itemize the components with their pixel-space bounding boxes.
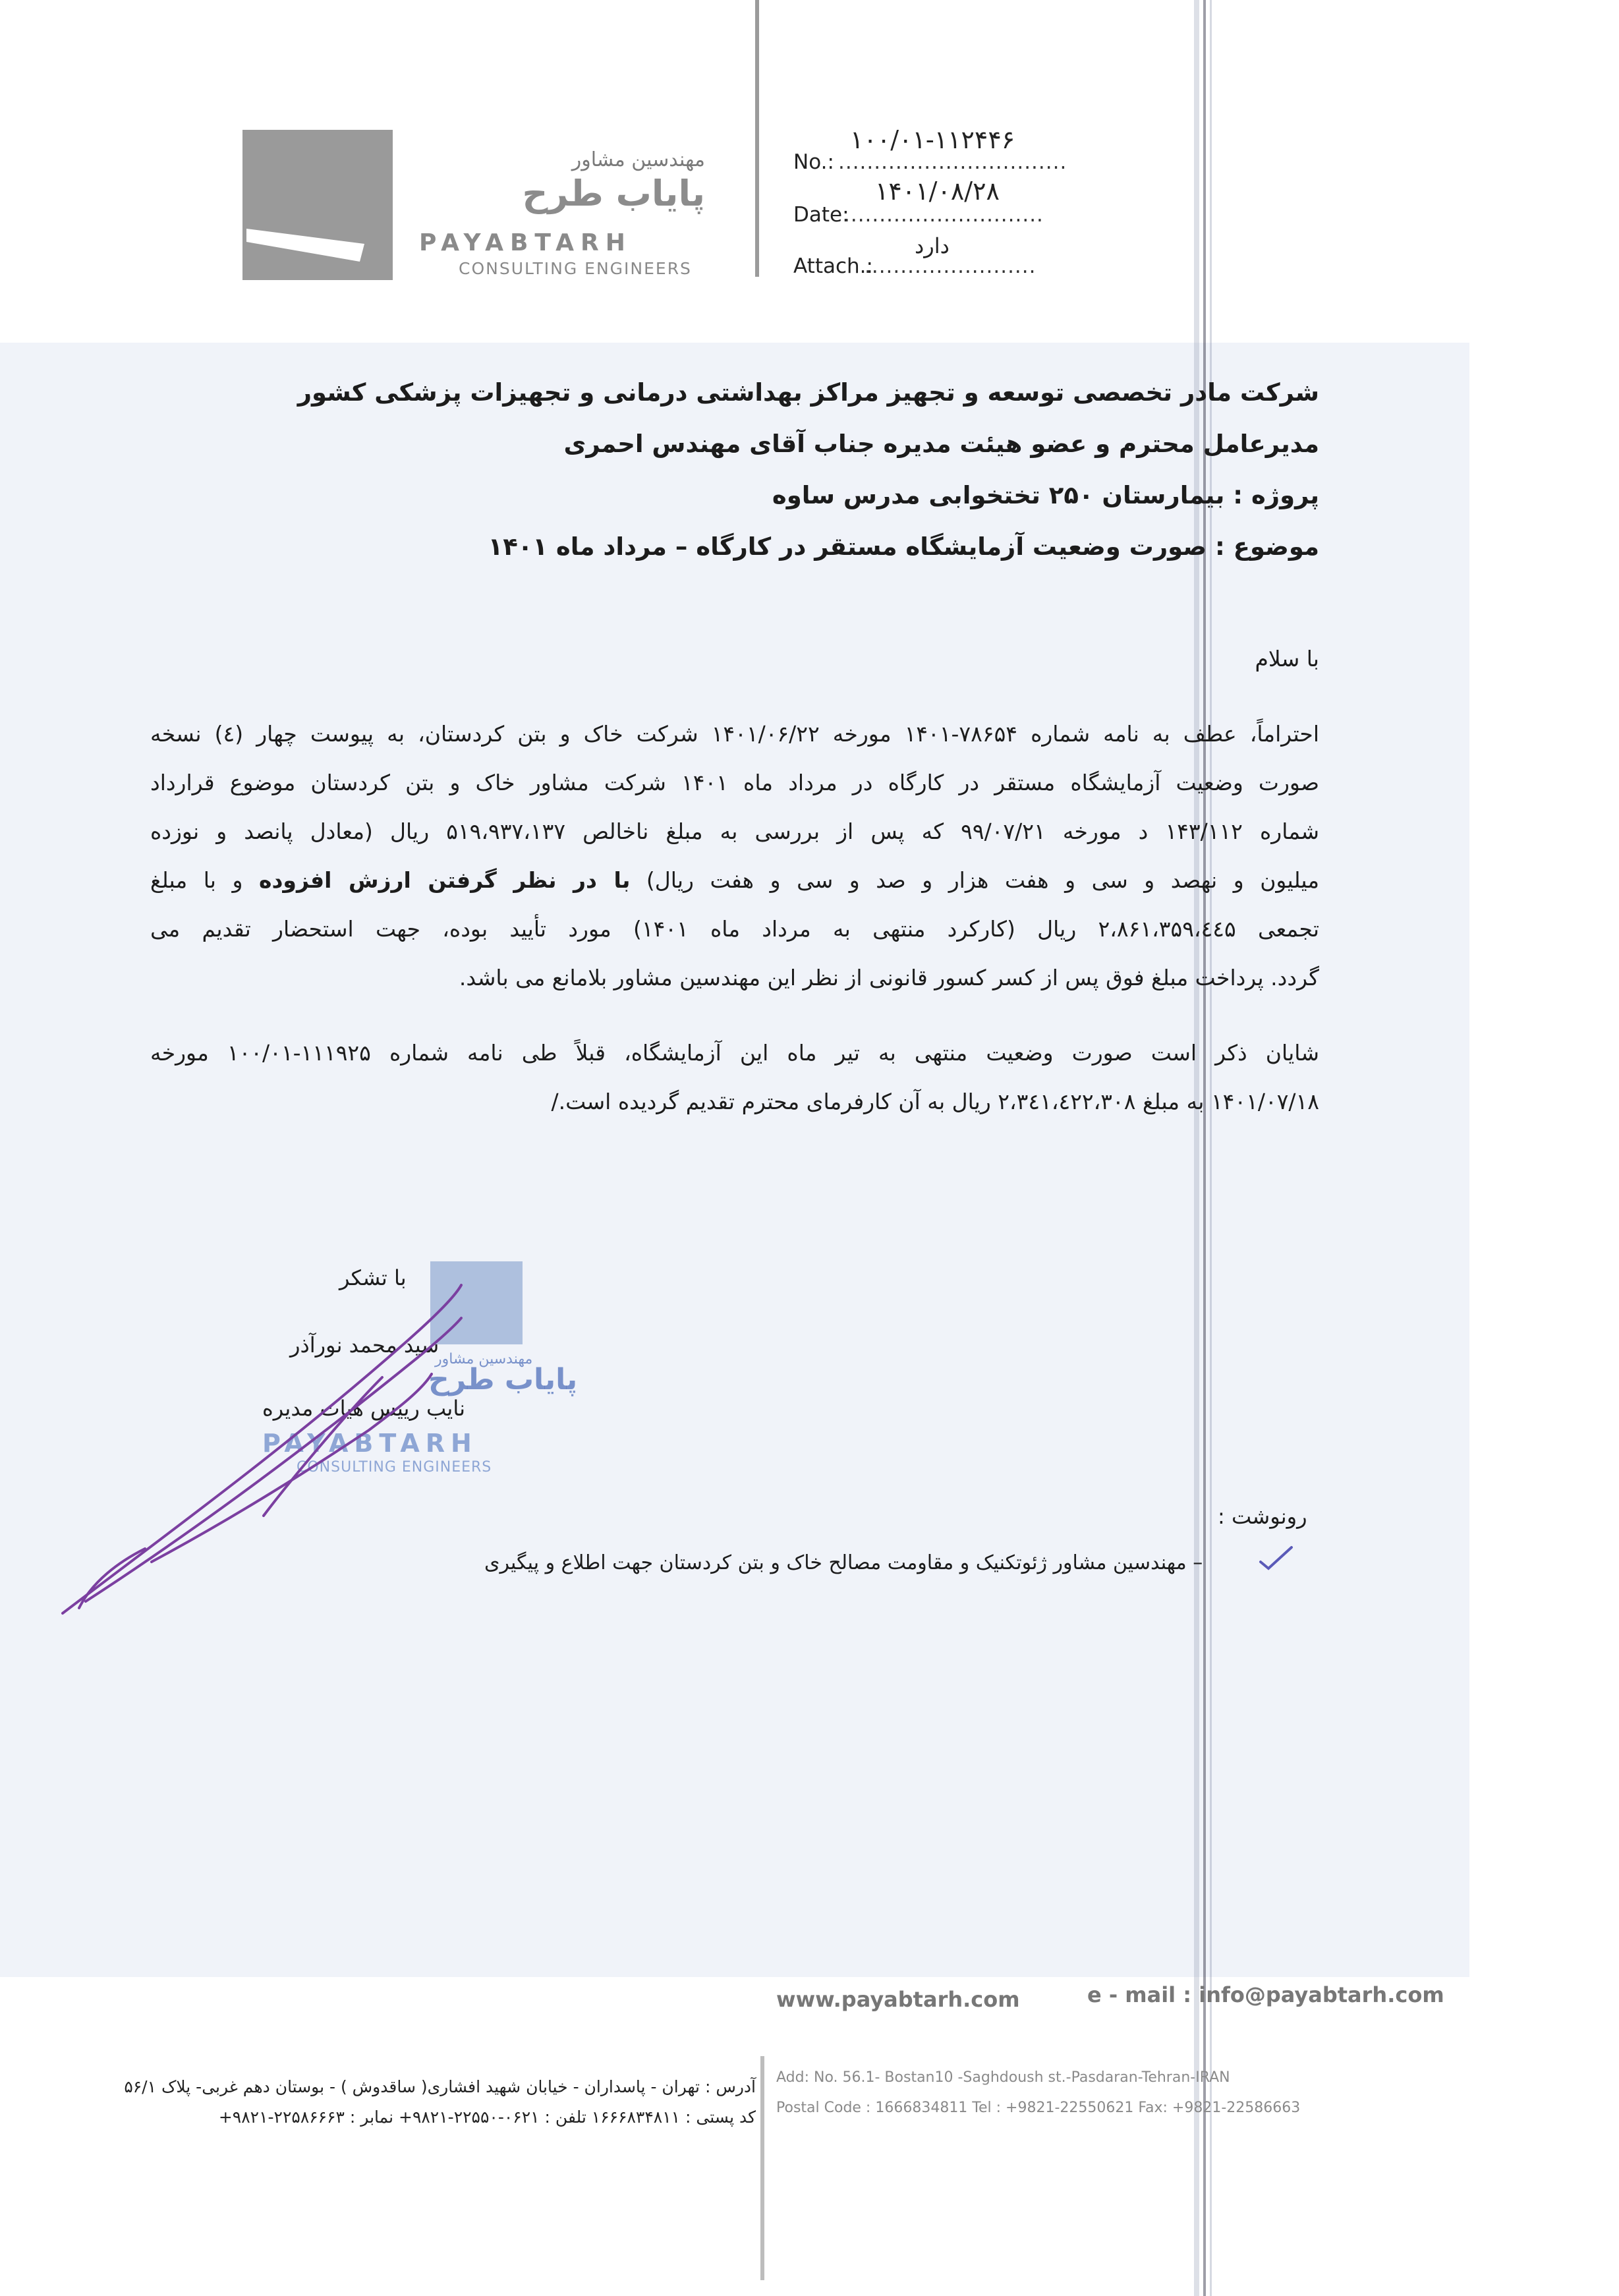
recipient-person: مدیرعامل محترم و عضو هیئت مدیره جناب آقای مهندس احمری xyxy=(563,430,1319,458)
logo-fa-name: پایاب طرح xyxy=(522,173,705,214)
paragraph1-line: صورت وضعیت آزمایشگاه مستقر در کارگاه در مرداد ماه ۱۴۰۱ شرکت مشاور خاک و بتن کردستان موضوع قرارداد xyxy=(150,770,1319,795)
footer-email[interactable]: e - mail : info@payabtarh.com xyxy=(1087,1982,1444,2007)
logo-en-name: PAYABTARH xyxy=(419,229,632,256)
greeting: با سلام xyxy=(1255,646,1319,672)
letter-number-label: No.: xyxy=(793,150,834,174)
footer-postal-fa: کد پستی : ۱۶۶۶۸۳۴۸۱۱ تلفن : ۰۶۲۱-۲۲۵۵۰-۹۸۲۱+ نمابر : ۲۲۵۸۶۶۶۳-۹۸۲۱+ xyxy=(218,2108,756,2127)
footer-address-fa: آدرس : تهران - پاسداران - خیابان شهید افشاری( ساقدوش ) - بوستان دهم غربی- پلاک ۵۶/۱ xyxy=(124,2077,756,2096)
footer-divider xyxy=(760,2056,764,2280)
stamp-en-name: PAYABTARH xyxy=(262,1429,478,1458)
recipient-company: شرکت مادر تخصصی توسعه و تجهیز مراکز بهداشتی درمانی و تجهیزات پزشکی کشور xyxy=(297,378,1319,407)
signer-title: نایب رییس هیات مدیره xyxy=(262,1396,465,1421)
letter-attach-label: Attach.: xyxy=(793,254,873,278)
stamp-fa-small: مهندسین مشاور xyxy=(435,1351,533,1367)
logo-fa-small: مهندسین مشاور xyxy=(571,148,705,171)
footer-postal-en: Postal Code : 1666834811 Tel : +9821-22550621 Fax: +9821-22586663 xyxy=(776,2100,1301,2116)
paragraph1-line: تجمعی ۲،۸۶۱،۳۵۹،٤٤۵ ریال (کارکرد منتهی به مرداد ماه ۱۴۰۱) مورد تأیید بوده، جهت استحضار تقدیم می xyxy=(150,916,1319,942)
footer-website[interactable]: www.payabtarh.com xyxy=(776,1987,1020,2012)
cc-item: – مهندسین مشاور ژئوتکنیک و مقاومت مصالح خاک و بتن کردستان جهت اطلاع و پیگیری xyxy=(484,1551,1203,1574)
logo-en-sub: CONSULTING ENGINEERS xyxy=(459,259,692,278)
letter-date-value: ۱۴۰۱/۰۸/۲۸ xyxy=(875,177,1000,206)
subject-line: موضوع : صورت وضعیت آزمایشگاه مستقر در کارگاه – مرداد ماه ۱۴۰۱ xyxy=(488,532,1319,561)
letter-attach-dots: ........................ xyxy=(865,254,1037,278)
letter-number-dots: ................................ xyxy=(838,150,1067,174)
paragraph1-line: گردد. پرداخت مبلغ فوق پس از کسر کسور قانونی از نظر این مهندسین مشاور بلامانع می باشد. xyxy=(459,965,1319,990)
paragraph1-text: و با مبلغ xyxy=(150,867,243,893)
paragraph1-line: احتراماً، عطف به نامه شماره ۷۸۶۵۴-۱۴۰۱ مورخه ۱۴۰۱/۰۶/۲۲ شرکت خاک و بتن کردستان، به پیوست چهار (٤) نسخه xyxy=(150,721,1319,747)
footer-address-en: Add: No. 56.1- Bostan10 -Saghdoush st.-Pasdaran-Tehran-IRAN xyxy=(776,2069,1230,2086)
letter-date-dots: ............................ xyxy=(843,203,1044,227)
stamp-fa-name: پایاب طرح xyxy=(428,1363,578,1396)
letter-date-label: Date: xyxy=(793,203,849,227)
paragraph2-line: شایان ذکر است صورت وضعیت منتهی به تیر ماه این آزمایشگاه، قبلاً طی نامه شماره ۱۱۱۹۲۵-۱۰۰/۰۱ مورخه xyxy=(150,1040,1319,1066)
paragraph1-text: میلیون و نهصد و سی و هفت هزار و صد و سی و هفت ریال) xyxy=(646,867,1319,893)
stamp-en-sub: CONSULTING ENGINEERS xyxy=(297,1459,492,1476)
paragraph2-line: ۱۴۰۱/۰۷/۱۸ به مبلغ ۲،۳٤۱،٤۲۲،۳۰۸ ریال به آن کارفرمای محترم تقدیم گردیده است./ xyxy=(551,1089,1319,1114)
cc-label: رونوشت : xyxy=(1218,1504,1307,1529)
signer-name: سید محمد نورآذر xyxy=(290,1333,440,1358)
paragraph1-bold-text: با در نظر گرفتن ارزش افزوده xyxy=(259,867,631,893)
closing-text: با تشکر xyxy=(339,1265,407,1290)
letter-attach-value: دارد xyxy=(915,233,950,258)
letter-number-value: ۱۰۰/۰۱-۱۱۲۴۴۶ xyxy=(850,125,1015,154)
paragraph1-line: شماره ۱۴۳/۱۱۲ د مورخه ۹۹/۰۷/۲۱ که پس از بررسی به مبلغ ناخالص ۵۱۹،۹۳۷،۱۳۷ ریال (معادل پانصد و نوزده xyxy=(150,818,1319,844)
project-line: پروژه : بیمارستان ۲۵۰ تختخوابی مدرس ساوه xyxy=(772,481,1319,509)
